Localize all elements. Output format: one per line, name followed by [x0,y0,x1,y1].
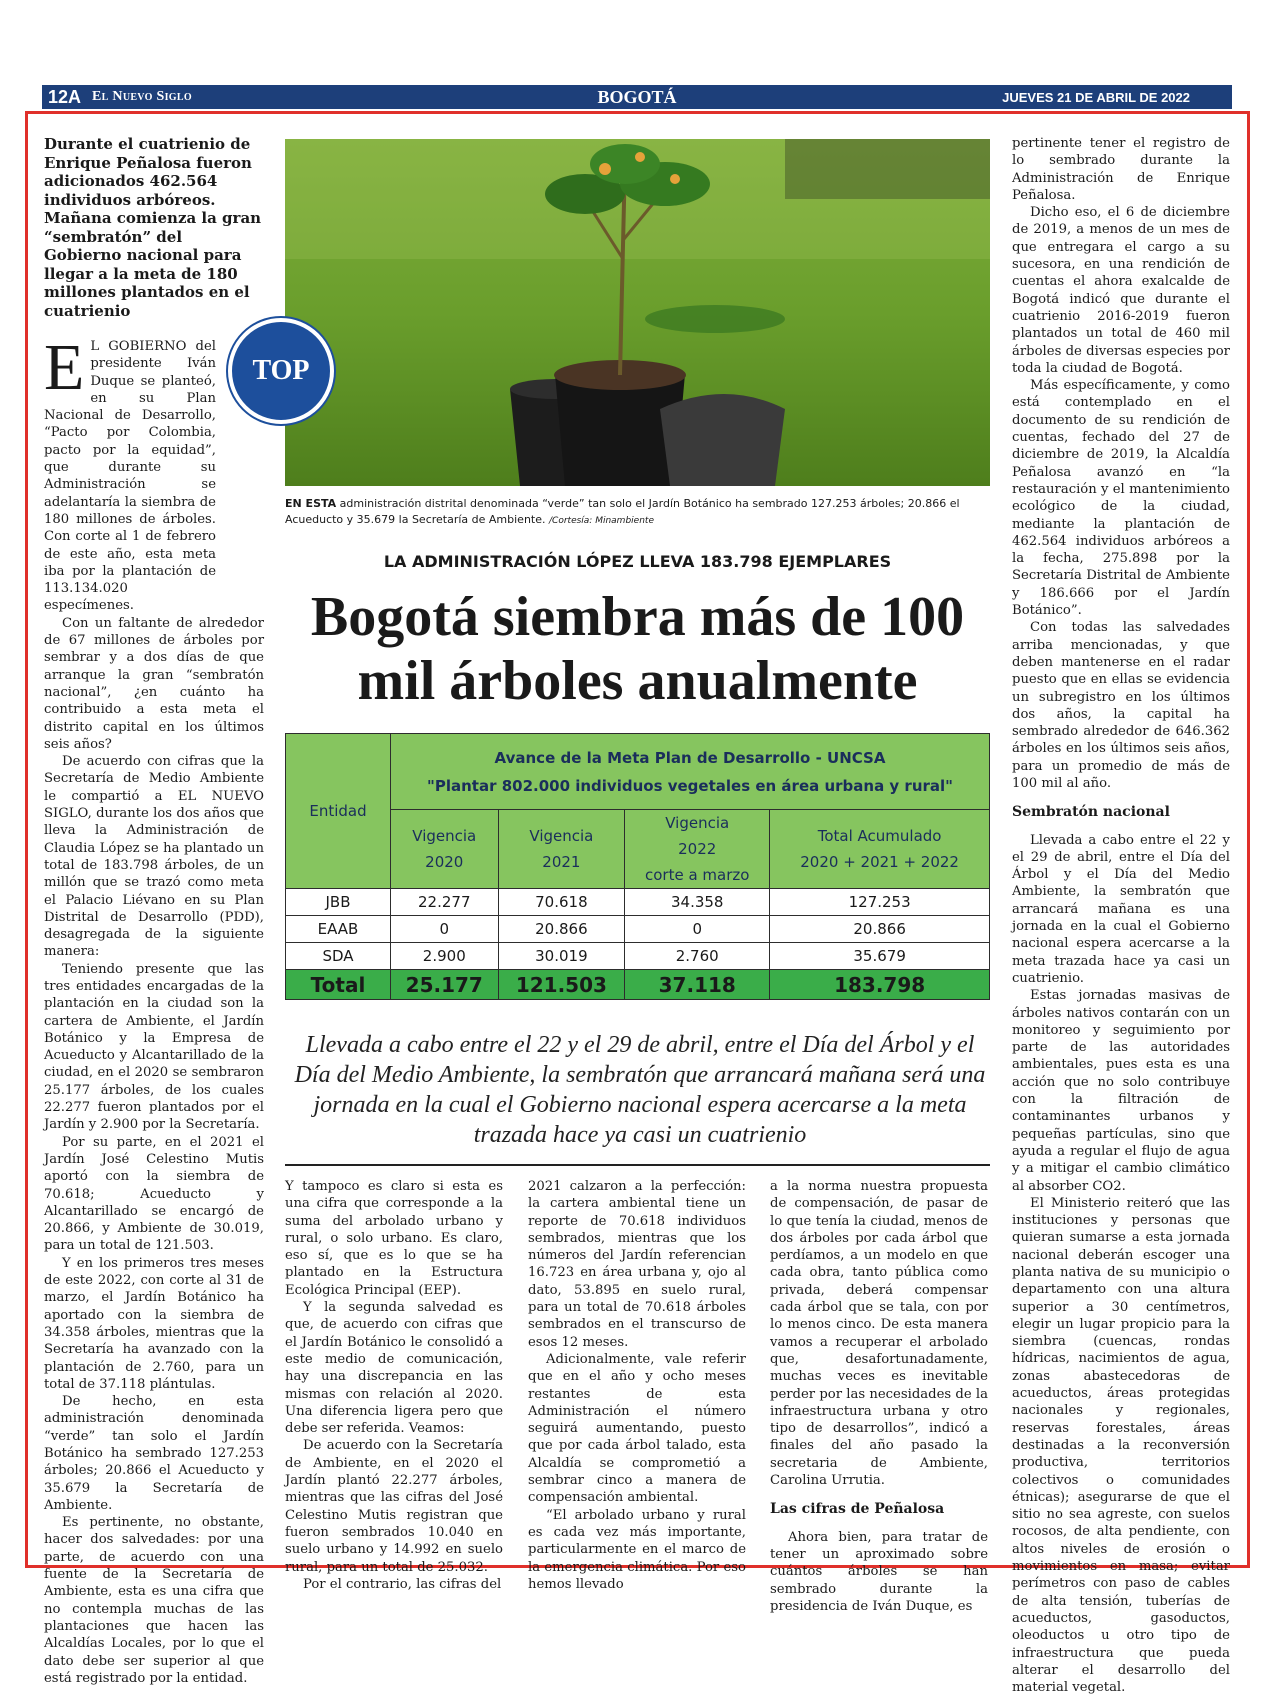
paragraph: Con un faltante de alrededor de 67 millones de árboles por sembrar y a dos días de que arranque la gran “sembratón nacional”, ¿en cuánto ha contribuido a esta meta el distrito capital en los últimos seis años? [44,615,264,752]
table-row: SDA 2.900 30.019 2.760 35.679 [286,943,990,970]
paragraph: El Ministerio reiteró que las instituciones y personas que quieran sumarse a esta jornada nacional deberán escoger una planta nativa de su municipio o departamento con una altura superior a 30 centímetros, elegir un lugar propicio para la siembra (cuencas, rondas hídricas, nacimientos de agua, zonas abastecedoras de acueductos, áreas protegidas nacionales y regionales, reservas forestales, áreas destinadas a la reconversión productiva, territorios colectivos o comunidades étnicas); asegurarse de que el sitio no sea agreste, con suelos rocosos, de alta pendiente, con altos niveles de erosión o movimientos en masa; evitar perímetros con paso de cables de alta tensión, tuberías de acueductos, gasoductos, oleoductos u otro tipo de infraestructura que pueda alterar el desarrollo del material vegetal. [1012,1195,1230,1696]
page-number: 12A [48,87,82,107]
paragraph: Por su parte, en el 2021 el Jardín José Celestino Mutis aportó con la siembra de 70.618; Acueducto y Alcantarillado se encargó de 20.866, y Ambiente de 30.019, para un total de 121.503. [44,1134,264,1254]
subhead: Sembratón nacional [1012,804,1170,821]
table-header-entity: Entidad [286,734,391,889]
paragraph: De hecho, en esta administración denominada “verde” tan solo el Jardín Botánico ha sembrado 127.253 árboles; 20.866 el Acueducto y 35.679 la Secretaría de Ambiente. [44,1394,264,1513]
column-3 [528,1178,746,1593]
paragraph: “El arbolado urbano y rural es cada vez más importante, particularmente en el marco de la emergencia climática. Por eso hemos llevado [528,1507,746,1592]
paragraph: Ahora bien, para tratar de tener un aproximado sobre cuántos árboles se han sembrado durante la presidencia de Iván Duque, es [770,1529,988,1614]
paragraph: Dicho eso, el 6 de diciembre de 2019, a menos de un mes de que entregara el cargo a su sucesora, en una rendición de cuentas el ahora exalcalde de Bogotá indicó que durante el cuatrienio 2016-2019 fueron plantados un total de 460 mil árboles de diversas especies por toda la ciudad de Bogotá. [1012,205,1230,376]
paragraph: a la norma nuestra propuesta de compensación, de pasar de lo que tenía la ciudad, menos de dos árboles por cada árbol que perdíamos, a un modelo en que cada obra, tanto pública como privada, deberá compensar cada árbol que se tala, con por lo menos cinco. De esta manera vamos a recuperar el arbolado que, desafortunadamente, muchas veces es inevitable perder por las necesidades de la infraestructura urbana y otro tipo de desarrollos”, indicó a finales del año pasado la secretaria de Ambiente, Carolina Urrutia. [770,1179,988,1489]
paragraph: pertinente tener el registro de lo sembrado durante la Administración de Enrique Peñalosa. [1012,136,1230,203]
column-5 [1012,135,1230,1696]
table-header-2022: Vigencia 2022 corte a marzo [625,810,770,889]
paragraph: De acuerdo con cifras que la Secretaría de Medio Ambiente le compartió a EL NUEVO SIGLO, durante los dos años que lleva la Administración de Claudia López se ha plantado un total de 183.798 árboles, de un millón que se trazó como meta el Palacio Liévano en su Plan Distrital de Desarrollo (PDD), desagregada de la siguiente manera: [44,754,264,960]
paragraph: E L GOBIERNO del presidente Iván Duque se planteó, en su Plan Nacional de Desarrollo, “Pacto por Colombia, pacto por la equidad”, que durante su Administración se adelantaría la siembra de 180 millones de árboles. Con corte al 1 de febrero de este año, esta meta iba por la plantación de 113.134.020 especímenes. [44,331,216,614]
caption-text: administración distrital denominada “verde” tan solo el Jardín Botánico ha sembrado 127.253 árboles; 20.866 el Acueducto y 35.679 la Secretaría de Ambiente. [285,497,960,526]
paragraph: Teniendo presente que las tres entidades encargadas de la plantación en la ciudad son la cartera de Ambiente, el Jardín Botánico y la Empresa de Acueducto y Alcantarillado de la ciudad, en el 2020 se sembraron 25.177 árboles, de los cuales 22.277 fueron plantados por el Jardín y 2.900 por la Secretaría. [44,961,264,1133]
table-row: JBB 22.277 70.618 34.358 127.253 [286,889,990,916]
trees-planted-table [285,733,990,1007]
article-lead: Durante el cuatrienio de Enrique Peñalosa fueron adicionados 462.564 individuos arbóreos. Mañana comienza la gran “sembratón” del Gobierno nacional para llegar a la meta de 180 millones plantados en el cuatrienio [44,135,262,320]
pull-quote: Llevada a cabo entre el 22 y el 29 de abril, entre el Día del Árbol y el Día del Medio Ambiente, la sembratón que arrancará mañana será una jornada en la cual el Gobierno nacional espera acercarse a la meta trazada hace ya casi un cuatrienio [294,1032,986,1148]
paragraph: Es pertinente, no obstante, hacer dos salvedades: por una parte, de acuerdo con una fuente de la Secretaría de Ambiente, esta es una cifra que no contempla muchas de las plantaciones que hacen las Alcaldías Locales, por lo que el dato debe ser superior al que está registrado por la entidad. [44,1515,264,1686]
subhead: Las cifras de Peñalosa [770,1501,945,1518]
photo-caption [285,496,990,529]
paragraph: Más específicamente, y como está contemplado en el documento de su rendición de cuentas, fechado del 27 de diciembre de 2019, la Alcaldía Peñalosa avanzó en “la restauración y el mantenimiento ecológico de la ciudad, mediante la plantación de 462.564 individuos arbóreos a la fecha, 275.898 por la Secretaría Distrital de Ambiente y 186.666 por el Jardín Botánico”. [1012,378,1230,619]
tree-sapling-photo [285,139,990,486]
table-total-row: Total 25.177 121.503 37.118 183.798 [286,970,990,1000]
headline-kicker: LA ADMINISTRACIÓN LÓPEZ LLEVA 183.798 EJEMPLARES [383,552,892,571]
section-title: BOGOTÁ [597,87,677,107]
table-header-2020: Vigencia 2020 [391,810,499,889]
paragraph: Con todas las salvedades arriba mencionadas, y que deben mantenerse en el radar puesto que en ellas se evidencia un subregistro en los últimos dos años, la capital ha sembrado alrededor de 646.362 árboles en los últimos seis años, para un promedio de más de 100 mil al año. [1012,620,1230,791]
top-badge: TOP [228,318,334,424]
paragraph: Y tampoco es claro si esta es una cifra que corresponde a la suma del arbolado urbano y rural, o solo urbano. Es claro, eso sí, que es lo que se ha plantado en la Estructura Ecológica Principal (EEP). [285,1179,503,1298]
drop-cap: E [44,331,85,404]
headline: Bogotá siembra más de 100 mil árboles anualmente [310,586,965,712]
paragraph: Estas jornadas masivas de árboles nativos contarán con un monitoreo y seguimiento por parte de las autoridades ambientales, pues esta es una acción que no solo contribuye con la filtración de contaminantes urbanos y pequeñas partículas, sino que ayuda a regular el flujo de agua y a mitigar el cambio climático al absorber CO2. [1012,988,1230,1194]
paragraph: De acuerdo con la Secretaría de Ambiente, en el 2020 el Jardín plantó 22.277 árboles, mientras que las cifras del José Celestino Mutis registran que fueron sembrados 10.040 en suelo urbano y 14.992 en suelo rural, para un total de 25.032. [285,1438,503,1575]
issue-date: JUEVES 21 DE ABRIL DE 2022 [1002,90,1190,105]
table-title: Avance de la Meta Plan de Desarrollo - UNCSA "Plantar 802.000 individuos vegetales en área urbana y rural" [391,734,990,810]
pull-quote-rule [285,1164,990,1166]
table-row: EAAB 0 20.866 0 20.866 [286,916,990,943]
paragraph: 2021 calzaron a la perfección: la cartera ambiental tiene un reporte de 70.618 individuos sembrados, mientras que los números del Jardín referencian 16.723 en área urbana y, ojo al dato, 53.895 en suelo rural, para un total de 70.618 árboles sembrados en el transcurso de esos 12 meses. [528,1179,746,1350]
caption-lead-in: EN ESTA [285,497,337,510]
column-4 [770,1178,988,1615]
photo-credit: /Cortesía: Minambiente [549,516,654,526]
paragraph: Por el contrario, las cifras del [303,1576,502,1592]
table-header-total: Total Acumulado 2020 + 2021 + 2022 [770,810,990,889]
paragraph: Llevada a cabo entre el 22 y el 29 de abril, entre el Día del Árbol y el Día del Medio Ambiente, la sembratón que arrancará mañana es una jornada en la cual el Gobierno nacional espera acercarse a la meta trazada hace ya casi un cuatrienio. [1012,832,1230,986]
newspaper-name: El Nuevo Siglo [92,89,192,104]
paragraph: Adicionalmente, vale referir que en el año y ocho meses restantes de esta Administración el número seguirá aumentando, puesto que por cada árbol talado, esta Alcaldía se comprometió a sembrar cinco a manera de compensación ambiental. [528,1351,746,1506]
paragraph: Y en los primeros tres meses de este 2022, con corte al 31 de marzo, el Jardín Botánico ha aportado con la siembra de 34.358 árboles, mientras que la Secretaría ha avanzado con la plantación de 2.760, para un total de 37.118 plántulas. [44,1255,264,1392]
page-header-bar [42,85,1232,109]
table-header-2021: Vigencia 2021 [498,810,625,889]
paragraph: Y la segunda salvedad es que, de acuerdo con cifras que el Jardín Botánico le consolidó a este medio de comunicación, hay una discrepancia en las mismas con relación al 2020. Una diferencia ligera pero que debe ser referida. Veamos: [285,1300,503,1437]
column-2 [285,1178,503,1593]
